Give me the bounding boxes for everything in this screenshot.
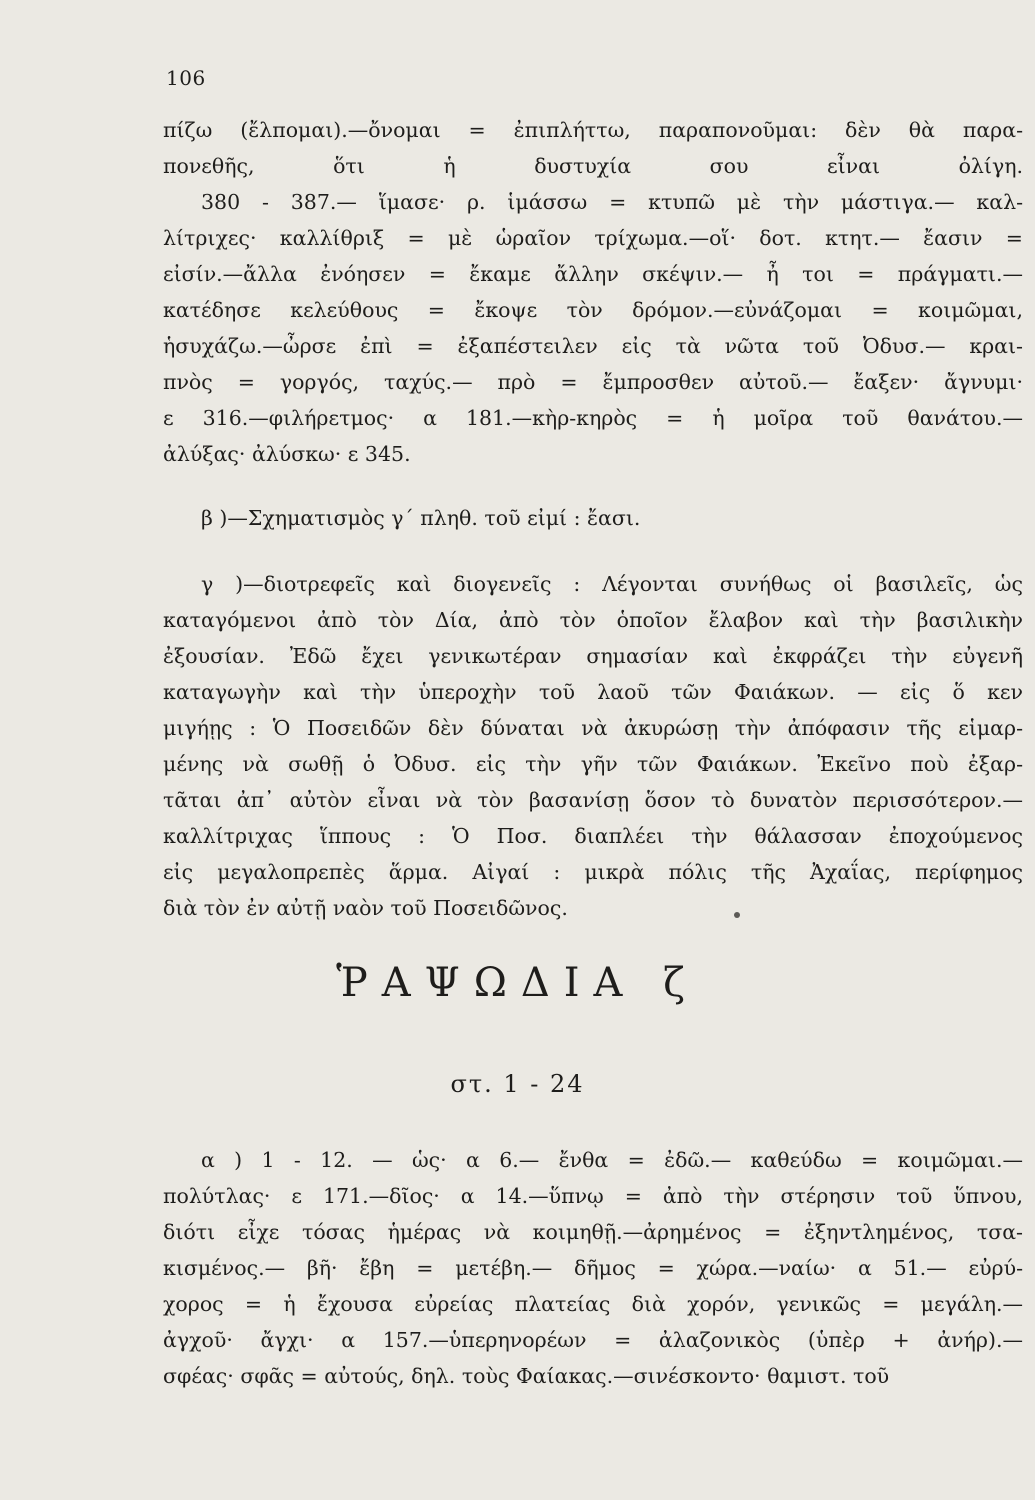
text-line: πνὸς = γοργός, ταχύς.— πρὸ = ἔμπροσθεν αὐτοῦ.— ἔαξεν· ἄγνυμι· bbox=[163, 370, 1023, 394]
section-a bbox=[163, 1142, 1023, 1394]
text-line: τᾶται ἀπ᾿ αὐτὸν εἶναι νὰ τὸν βασανίσῃ ὅσον τὸ δυνατὸν περισσότερον.— bbox=[163, 788, 1023, 812]
text-line: ἀλύξας· ἀλύσκω· ε 345. bbox=[163, 442, 411, 466]
text-line: ἡσυχάζω.—ὦρσε ἐπὶ = ἐξαπέστειλεν εἰς τὰ νῶτα τοῦ Ὀδυσ.— κραι- bbox=[163, 334, 1023, 358]
text-line: διὰ τὸν ἐν αὐτῇ ναὸν τοῦ Ποσειδῶνος. bbox=[163, 896, 568, 920]
verses-subheading: στ. 1 - 24 bbox=[450, 1070, 585, 1098]
text-line: α ) 1 - 12. — ὡς· α 6.— ἔνθα = ἐδῶ.— καθεύδω = κοιμῶμαι.— bbox=[201, 1148, 1023, 1172]
text-line: καλλίτριχας ἵππους : Ὁ Ποσ. διαπλέει τὴν θάλασσαν ἐποχούμενος bbox=[163, 824, 1023, 848]
text-line: ἐξουσίαν. Ἐδῶ ἔχει γενικωτέραν σημασίαν καὶ ἐκφράζει τὴν εὐγενῆ bbox=[163, 644, 1023, 668]
text-line: εἰς μεγαλοπρεπὲς ἅρμα. Αἰγαί : μικρὰ πόλις τῆς Ἀχαΐας, περίφημος bbox=[163, 860, 1023, 884]
text-line: εἰσίν.—ἄλλα ἐνόησεν = ἔκαμε ἄλλην σκέψιν.— ἦ τοι = πράγματι.— bbox=[163, 262, 1023, 286]
text-line: λίτριχες· καλλίθριξ = μὲ ὡραῖον τρίχωμα.—οἵ· δοτ. κτητ.— ἔασιν = bbox=[163, 226, 1023, 250]
text-line: μένης νὰ σωθῇ ὁ Ὀδυσ. εἰς τὴν γῆν τῶν Φαιάκων. Ἐκεῖνο ποὺ ἐξαρ- bbox=[163, 752, 1023, 776]
section-c bbox=[163, 566, 1023, 926]
text-line: γ )—διοτρεφεῖς καὶ διογενεῖς : Λέγονται συνήθως οἱ βασιλεῖς, ὡς bbox=[201, 572, 1023, 596]
text-line: 380 - 387.— ἵμασε· ρ. ἱμάσσω = κτυπῶ μὲ τὴν μάστιγα.— καλ- bbox=[201, 190, 1023, 214]
text-line: χορος = ἡ ἔχουσα εὐρείας πλατείας διὰ χορόν, γενικῶς = μεγάλη.— bbox=[163, 1292, 1023, 1316]
text-line: μιγήῃς : Ὁ Ποσειδῶν δὲν δύναται νὰ ἀκυρώσῃ τὴν ἀπόφασιν τῆς εἱμαρ- bbox=[163, 716, 1023, 740]
text-line: πολύτλας· ε 171.—δῖος· α 14.—ὕπνῳ = ἀπὸ τὴν στέρησιν τοῦ ὕπνου, bbox=[163, 1184, 1023, 1208]
text-line: πίζω (ἔλπομαι).—ὄνομαι = ἐπιπλήττω, παραπονοῦμαι: δὲν θὰ παρα- bbox=[163, 118, 1023, 142]
page-number: 106 bbox=[166, 66, 206, 90]
text-line: καταγόμενοι ἀπὸ τὸν Δία, ἀπὸ τὸν ὁποῖον ἔλαβον καὶ τὴν βασιλικὴν bbox=[163, 608, 1023, 632]
text-line: κατέδησε κελεύθους = ἔκοψε τὸν δρόμον.—εὐνάζομαι = κοιμῶμαι, bbox=[163, 298, 1023, 322]
paragraph-continuation bbox=[163, 112, 1023, 472]
text-line: κισμένος.— βῆ· ἔβη = μετέβη.— δῆμος = χώρα.—ναίω· α 51.— εὐρύ- bbox=[163, 1256, 1023, 1280]
text-line: καταγωγὴν καὶ τὴν ὑπεροχὴν τοῦ λαοῦ τῶν Φαιάκων. — εἰς ὅ κεν bbox=[163, 680, 1023, 704]
section-b: β )—Σχηματισμὸς γ΄ πληθ. τοῦ εἰμί : ἔασι. bbox=[201, 506, 641, 530]
text-line: ἀγχοῦ· ἄγχι· α 157.—ὑπερηνορέων = ἀλαζονικὸς (ὑπὲρ + ἀνήρ).— bbox=[163, 1328, 1023, 1352]
ink-spot bbox=[734, 912, 740, 918]
text-line: ε 316.—φιλήρετμος· α 181.—κὴρ-κηρὸς = ἡ μοῖρα τοῦ θανάτου.— bbox=[163, 406, 1023, 430]
text-line: πονεθῆς, ὅτι ἡ δυστυχία σου εἶναι ὀλίγη. bbox=[163, 154, 1023, 178]
rhapsody-heading: ῬΑΨΩΔΙΑ ζ bbox=[336, 960, 699, 1006]
text-line: διότι εἶχε τόσας ἡμέρας νὰ κοιμηθῇ.—ἀρημένος = ἐξηντλημένος, τσα- bbox=[163, 1220, 1023, 1244]
text-line: σφέας· σφᾶς = αὐτούς, δηλ. τοὺς Φαίακας.—σινέσκοντο· θαμιστ. τοῦ bbox=[163, 1364, 890, 1388]
